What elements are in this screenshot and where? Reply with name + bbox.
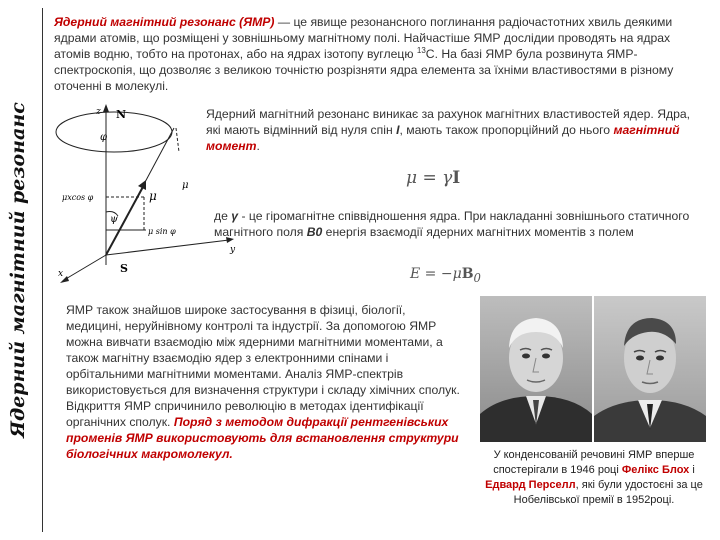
equation-mu-vector: I: [452, 168, 461, 188]
equation-energy-vector: B: [461, 266, 474, 282]
z-arrow: [103, 104, 109, 112]
caption-text-2: , які були удостоєні за це Нобелівської премії в 1952році.: [513, 479, 703, 506]
sidebar-divider: [42, 8, 43, 532]
b0-symbol: B0: [306, 225, 323, 239]
gyro-text-3: енергія взаємодії ядерних магнітних моментів з полем: [322, 225, 634, 239]
photo-caption: [484, 448, 704, 508]
precession-ellipse: [56, 112, 172, 152]
isotope-mass: 13: [416, 45, 426, 55]
label-phi: φ: [100, 132, 108, 143]
label-z: z: [96, 107, 101, 117]
magnetic-moment-highlight: магнітний момент: [206, 123, 680, 153]
sidebar: [0, 0, 46, 540]
caption-name-purcell: Едвард Перселл: [485, 479, 576, 491]
label-mu-sin: μ sin φ: [148, 227, 176, 236]
caption-text-1: У конденсованій речовині ЯМР вперше спостерігали в 1946 році: [493, 449, 695, 476]
photo-felix-bloch: [480, 296, 592, 442]
y-axis: [106, 240, 229, 255]
spin-text-2: , мають також пропорційний до нього: [399, 123, 614, 137]
applications-text: ЯМР також знайшов широке застосування в фізиці, біології, медицині, неруйнівному контролі та індустрії. За допомогою ЯМР можна вивчати взаємодію між ядерними магнітними моментами, а також магнітну взаємодію ядер з електронними спінами і орбітальними магнітними моментами. Аналіз ЯМР-спектрів використовується для визначення структури і складу хімічних сполук. Відкриття ЯМР спричинило революцію в методах ідентифікації органічних сполук.: [66, 303, 460, 429]
equation-energy-subscript: 0: [473, 270, 481, 285]
intro-paragraph: [54, 14, 704, 94]
label-psi: ψ: [110, 214, 118, 225]
label-s: S: [120, 262, 128, 275]
equation-mu: [406, 168, 460, 188]
precession-dashed: [176, 128, 179, 152]
gyromagnetic-paragraph: [214, 208, 704, 240]
equation-energy-lhs: E = −μ: [410, 266, 462, 282]
label-mu-cos: μxcos φ: [62, 193, 94, 202]
gamma-symbol: γ: [231, 209, 239, 223]
label-x: x: [58, 269, 64, 279]
label-y: y: [230, 245, 236, 255]
photo-edward-purcell: [594, 296, 706, 442]
intro-text-1: — це явище резонансного поглинання радіочастотних хвиль деякими ядрами атомів, що розміщені у зовнішньому магнітному полі. Найчастіше ЯМР дослідии проводять на ядрах атомів водню, тобто на протонах, або на ядрах ізотопу вуглецю: [54, 15, 673, 61]
equation-mu-lhs: μ = γ: [406, 168, 453, 188]
intro-title: Ядерний магнітний резонанс (ЯМР): [54, 15, 275, 29]
applications-paragraph: [66, 302, 460, 462]
intro-text-2: C. На базі ЯМР була розвинута ЯМР-спектроскопія, що дозволяє з великою точністю розрізняти ядра елемента за їхніми властивостями в різному оточенні в молекулі.: [54, 47, 674, 93]
vertical-title-text: Ядерний магнітний резонанс: [7, 102, 29, 438]
spin-paragraph: [206, 106, 706, 154]
spin-symbol: I: [396, 123, 400, 137]
label-n: N: [116, 108, 127, 121]
label-mu-2: μ: [182, 180, 189, 191]
gyro-text-1: де: [214, 209, 232, 223]
spin-text-3: .: [256, 139, 260, 153]
label-mu: μ: [149, 189, 157, 203]
caption-name-bloch: Фелікс Блох: [621, 464, 690, 476]
caption-and: і: [689, 464, 695, 476]
equation-energy: [410, 266, 481, 285]
x-axis: [64, 255, 106, 280]
applications-highlight: Поряд з методом дифракції рентгенівських променів ЯМР використовують для встановлення структури біологічних макромолекул.: [66, 415, 459, 461]
gyro-text-2: - це гіромагнітне співвідношення ядра. При накладанні зовнішнього статичного магнітного поля: [214, 209, 690, 239]
spin-text-1: Ядерний магнітний резонанс виникає за рахунок магнітних властивостей ядер. Ядра, які мають відмінний від нуля спін: [206, 107, 691, 137]
